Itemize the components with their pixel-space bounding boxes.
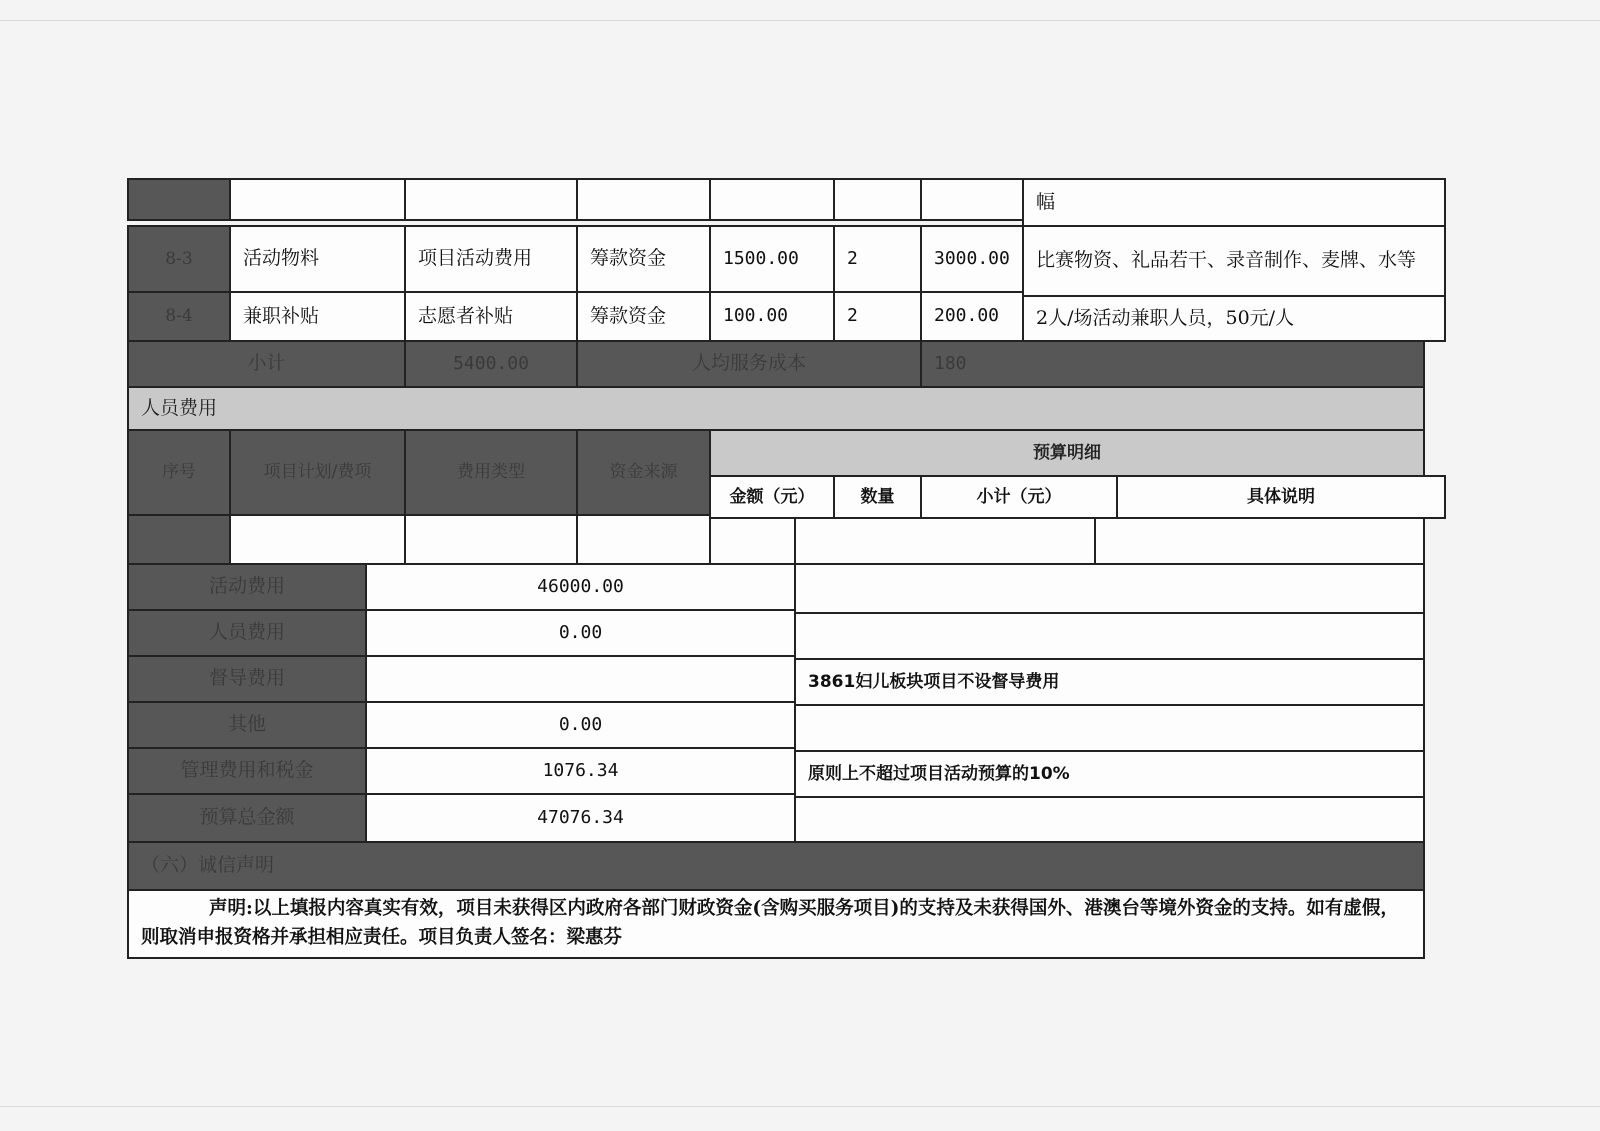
header-source: 资金来源 [576, 429, 711, 516]
summary-label-activity: 活动费用 [127, 563, 367, 611]
summary-note-management: 原则上不超过项目活动预算的10% [794, 750, 1425, 798]
row84-amount-cell: 100.00 [709, 291, 835, 342]
summary-value-total: 47076.34 [365, 793, 796, 843]
row83-amount-cell: 1500.00 [709, 225, 835, 293]
integrity-section-title: （六）诚信声明 [127, 841, 1425, 891]
summary-label-total: 预算总金额 [127, 793, 367, 843]
personnel-row-type-cell [404, 514, 578, 565]
header-budget-detail: 预算明细 [709, 429, 1425, 477]
integrity-statement-text: 声明:以上填报内容真实有效，项目未获得区内政府各部门财政资金(含购买服务项目)的支持及未获得国外、港澳台等境外资金的支持。如有虚假，则取消申报资格并承担相应责任。项目负责人签名：梁惠芬 [141, 898, 1399, 948]
row0-item-cell [229, 178, 406, 221]
summary-note-activity [794, 563, 1425, 614]
header-desc: 具体说明 [1116, 475, 1446, 519]
summary-value-supervision [365, 655, 796, 703]
summary-note-other [794, 704, 1425, 752]
row84-desc-cell: 2人/场活动兼职人员，50元/人 [1022, 295, 1446, 342]
personnel-row-qty-cell [794, 517, 1096, 565]
header-no: 序号 [127, 429, 231, 516]
summary-value-management: 1076.34 [365, 747, 796, 795]
per-capita-value-cell: 180 [920, 340, 1425, 388]
row83-item-cell: 活动物料 [229, 225, 406, 293]
row0-no-cell [127, 178, 231, 221]
personnel-row-amount-cell [709, 517, 796, 565]
row84-no-cell: 8-4 [127, 291, 231, 342]
personnel-row-item-cell [229, 514, 406, 565]
personnel-row-desc-cell [1094, 517, 1425, 565]
row83-subtotal-cell: 3000.00 [920, 225, 1024, 293]
header-amount: 金额（元） [709, 475, 835, 519]
header-type: 费用类型 [404, 429, 578, 516]
integrity-statement [127, 889, 1425, 959]
per-capita-label-cell: 人均服务成本 [576, 340, 922, 388]
personnel-row-no-cell [127, 514, 231, 565]
header-subtotal: 小计（元） [920, 475, 1118, 519]
summary-label-supervision: 督导费用 [127, 655, 367, 703]
page-top-rule [0, 20, 1600, 21]
row0-type-cell [404, 178, 578, 221]
summary-value-activity: 46000.00 [365, 563, 796, 611]
row0-desc-cell: 幅 [1022, 178, 1446, 227]
row83-type-cell: 项目活动费用 [404, 225, 578, 293]
subtotal-value-cell: 5400.00 [404, 340, 578, 388]
row84-item-cell: 兼职补贴 [229, 291, 406, 342]
row83-source-cell: 筹款资金 [576, 225, 711, 293]
summary-label-management: 管理费用和税金 [127, 747, 367, 795]
row83-desc-cell: 比赛物资、礼品若干、录音制作、麦牌、水等 [1022, 225, 1446, 297]
row0-amount-cell [709, 178, 835, 221]
row0-source-cell [576, 178, 711, 221]
personnel-row-source-cell [576, 514, 711, 565]
summary-value-other: 0.00 [365, 701, 796, 749]
page-bottom-rule [0, 1106, 1600, 1107]
header-qty: 数量 [833, 475, 922, 519]
summary-note-personnel [794, 612, 1425, 660]
row83-no-cell: 8-3 [127, 225, 231, 293]
subtotal-label-cell: 小计 [127, 340, 406, 388]
row84-type-cell: 志愿者补贴 [404, 291, 578, 342]
row0-subtotal-cell [920, 178, 1024, 221]
header-item: 项目计划/费项 [229, 429, 406, 516]
summary-note-supervision: 3861妇儿板块项目不设督导费用 [794, 658, 1425, 706]
summary-label-other: 其他 [127, 701, 367, 749]
summary-label-personnel: 人员费用 [127, 609, 367, 657]
summary-note-total [794, 796, 1425, 843]
summary-value-personnel: 0.00 [365, 609, 796, 657]
row83-qty-cell: 2 [833, 225, 922, 293]
row0-qty-cell [833, 178, 922, 221]
row84-qty-cell: 2 [833, 291, 922, 342]
row84-source-cell: 筹款资金 [576, 291, 711, 342]
row84-subtotal-cell: 200.00 [920, 291, 1024, 342]
personnel-section-title: 人员费用 [127, 386, 1425, 431]
